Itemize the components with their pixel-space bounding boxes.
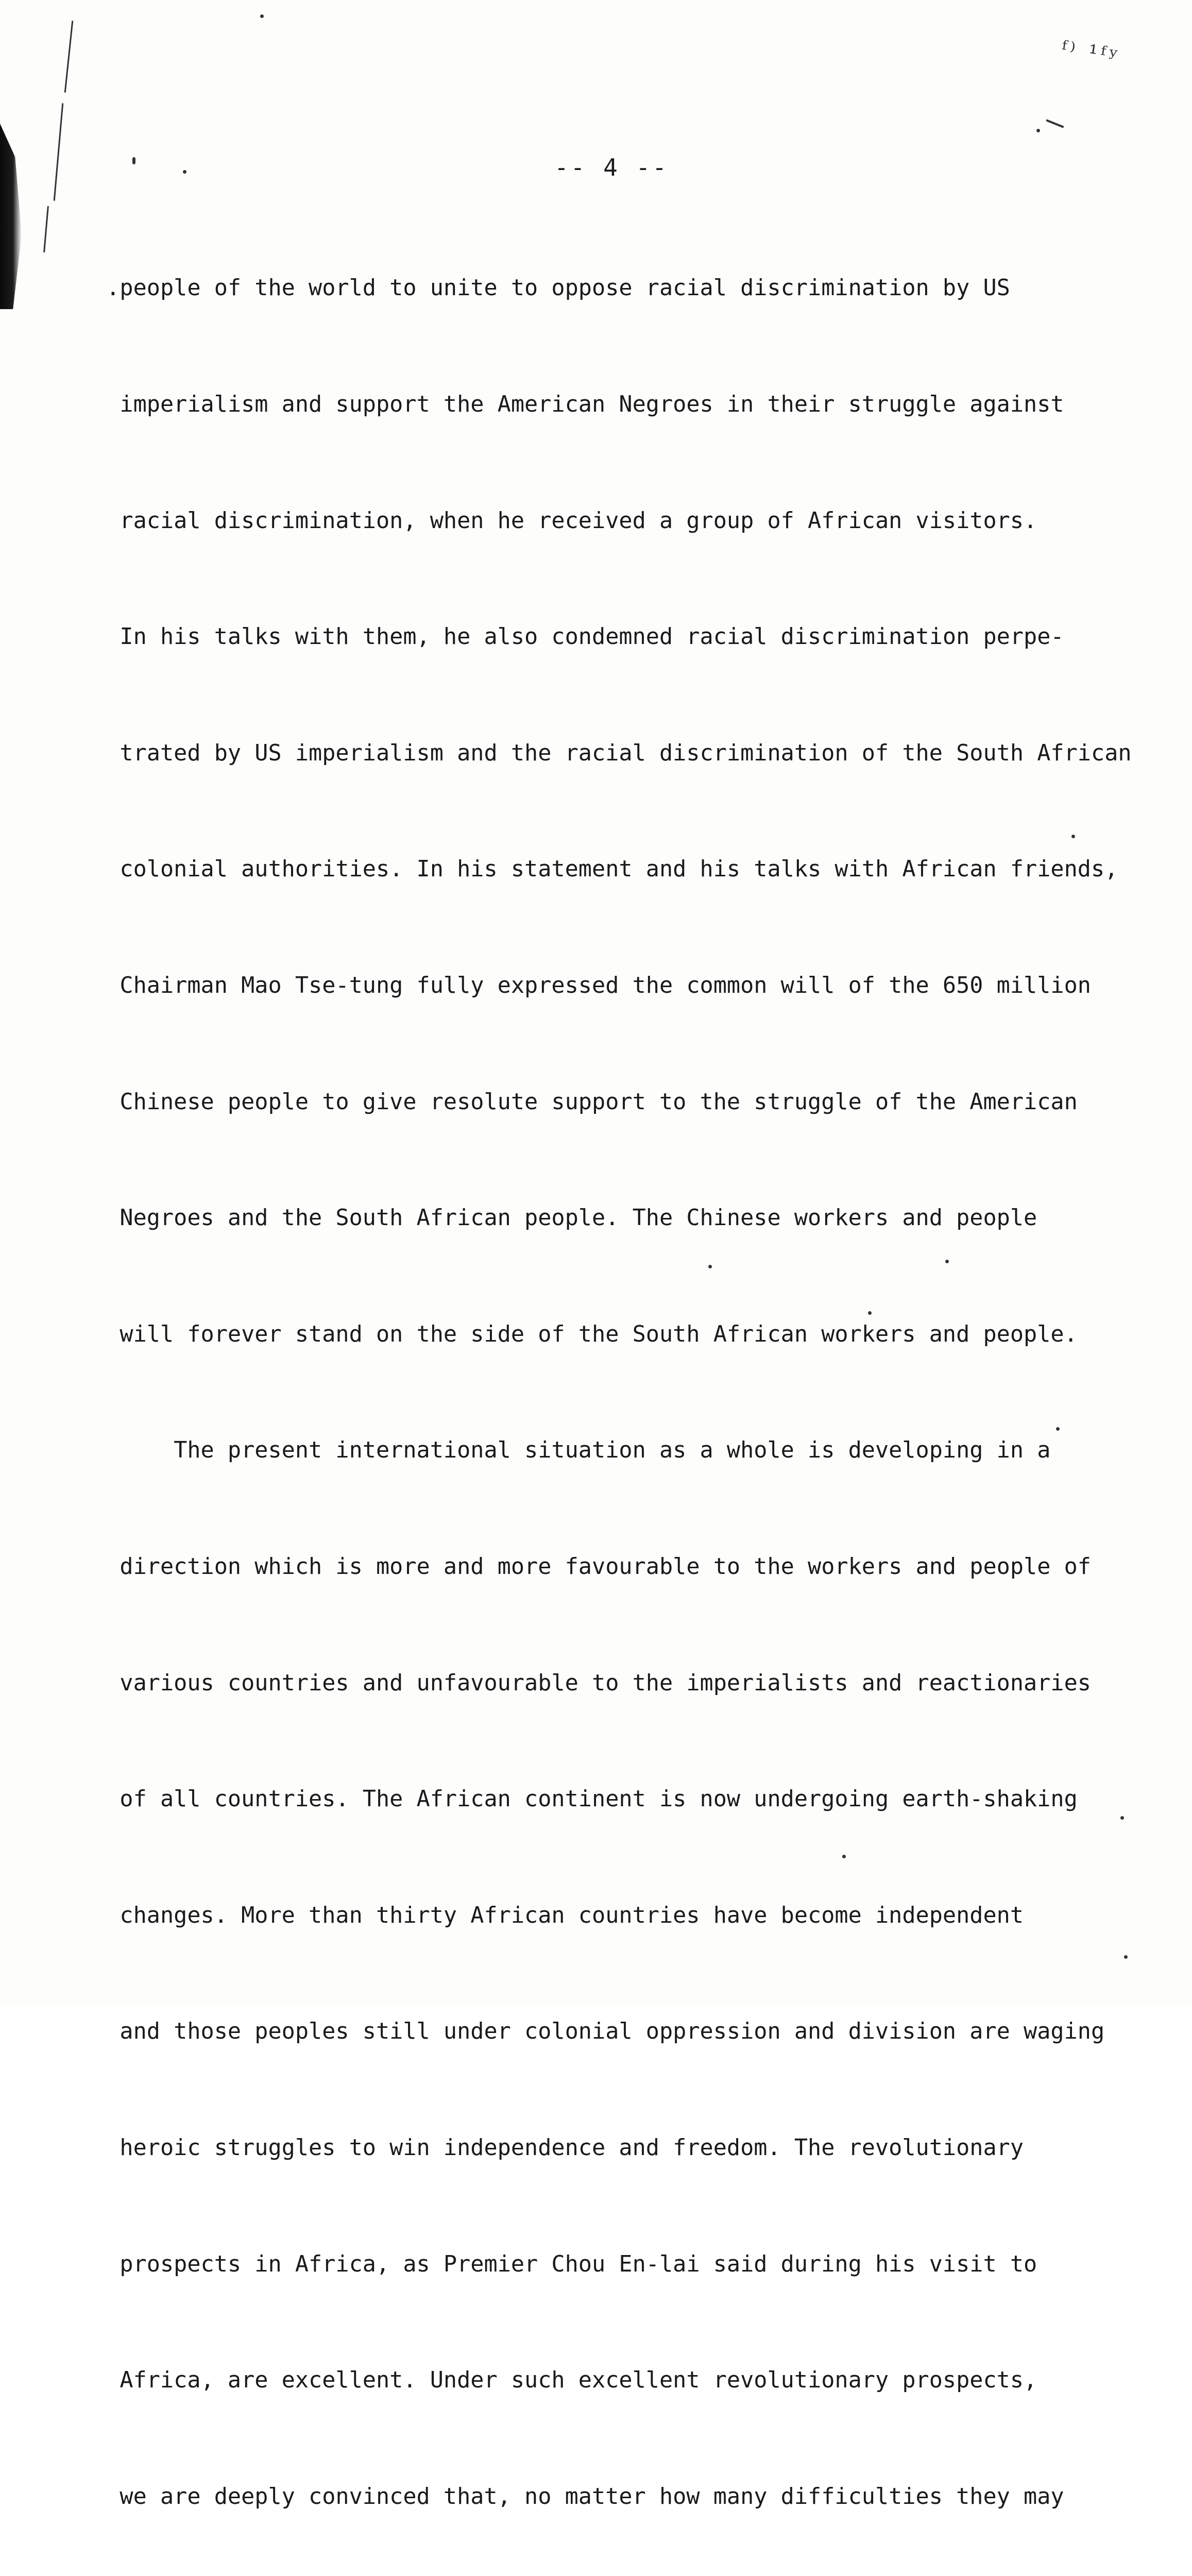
scan-edge-shadow <box>0 124 22 309</box>
text-line: Chairman Mao Tse-tung fully expressed the common will of the 650 million <box>93 972 1092 998</box>
text-line: colonial authorities. In his statement and his talks with African friends, <box>93 856 1118 883</box>
margin-line <box>64 21 74 93</box>
text-line: and those peoples still under colonial oppression and division are waging <box>93 2019 1105 2045</box>
margin-line <box>54 103 64 201</box>
text-line: Africa, are excellent. Under such excellent revolutionary prospects, <box>93 2367 1037 2394</box>
stray-dot <box>1124 1955 1128 1959</box>
text-line: The present international situation as a whole is developing in a <box>93 1437 1051 1464</box>
margin-line <box>43 206 49 252</box>
text-line: Negroes and the South African people. The Chinese workers and people <box>93 1205 1037 1231</box>
body-text <box>93 192 1132 2576</box>
stray-pen-mark <box>1046 119 1064 128</box>
text-line: Chinese people to give resolute support to the struggle of the American <box>93 1089 1078 1115</box>
text-line: will forever stand on the side of the South African workers and people. <box>93 1321 1078 1347</box>
text-line: imperialism and support the American Negroes in their struggle against <box>93 392 1064 417</box>
text-line: various countries and unfavourable to the imperialists and reactionaries <box>93 1670 1092 1696</box>
text-line: prospects in Africa, as Premier Chou En-lai said during his visit to <box>93 2251 1037 2277</box>
stray-dot <box>260 14 264 18</box>
text-line: changes. More than thirty African countries have become independent <box>93 1902 1024 1928</box>
handwritten-page-mark: ᶠ⁾ ¹ᶠʸ <box>1060 36 1123 71</box>
text-line: direction which is more and more favourable to the workers and people of <box>93 1553 1092 1580</box>
page-number: -- 4 -- <box>554 154 669 181</box>
stray-dot <box>1036 129 1040 132</box>
text-line: trated by US imperialism and the racial discrimination of the South African <box>93 740 1132 766</box>
text-line: heroic struggles to win independence and freedom. The revolutionary <box>93 2134 1024 2161</box>
text-line: .people of the world to unite to oppose racial discrimination by US <box>93 275 1010 301</box>
text-line: racial discrimination, when he received a group of African visitors. <box>93 507 1037 534</box>
text-line: of all countries. The African continent is now undergoing earth-shaking <box>93 1786 1078 1812</box>
text-line: we are deeply convinced that, no matter how many difficulties they may <box>93 2483 1064 2510</box>
text-line: In his talks with them, he also condemned racial discrimination perpe- <box>93 624 1064 650</box>
